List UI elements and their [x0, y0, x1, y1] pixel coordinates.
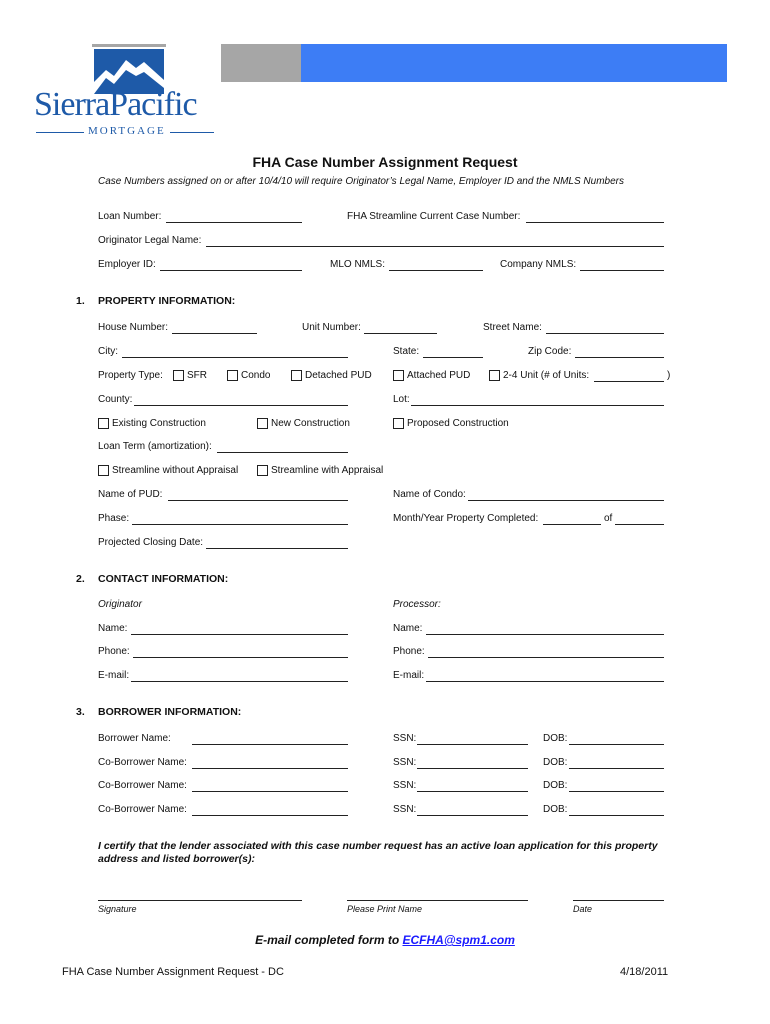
co-borrower-3-ssn-field[interactable]: [417, 804, 528, 816]
employer-id-field[interactable]: [160, 259, 302, 271]
section-1-number: 1.: [76, 295, 85, 307]
loan-number-field[interactable]: [166, 211, 302, 223]
processor-name-field[interactable]: [426, 623, 664, 635]
certification-text: I certify that the lender associated with this case number request has an active loan application for this property address and listed borrower(s):: [98, 840, 658, 865]
originator-legal-name-label: Originator Legal Name:: [98, 235, 202, 246]
unit-number-label: Unit Number:: [302, 322, 361, 333]
loan-term-field[interactable]: [217, 441, 348, 453]
processor-email-field[interactable]: [426, 670, 664, 682]
projected-closing-label: Projected Closing Date:: [98, 537, 204, 548]
condo-label: Condo: [241, 370, 271, 381]
processor-name-label: Name:: [393, 623, 423, 634]
name-of-pud-field[interactable]: [168, 489, 348, 501]
lot-label: Lot:: [393, 394, 410, 405]
borrower-ssn-label: SSN:: [393, 733, 417, 744]
email-prompt: [0, 933, 770, 947]
brand-line-left: [36, 132, 84, 133]
date-field[interactable]: [573, 889, 664, 901]
co-borrower-2-ssn-label: SSN:: [393, 780, 417, 791]
street-name-label: Street Name:: [483, 322, 542, 333]
mlo-nmls-label: MLO NMLS:: [330, 259, 386, 270]
processor-phone-label: Phone:: [393, 646, 425, 657]
sfr-label: SFR: [187, 370, 207, 381]
company-nmls-label: Company NMLS:: [500, 259, 577, 270]
county-field[interactable]: [134, 394, 348, 406]
existing-construction-label: Existing Construction: [112, 418, 206, 429]
header-blue-bar: [301, 44, 727, 82]
header-gray-bar: [221, 44, 301, 82]
co-borrower-2-ssn-field[interactable]: [417, 780, 528, 792]
of-label: of: [604, 513, 613, 524]
originator-name-label: Name:: [98, 623, 128, 634]
email-prompt-text: E-mail completed form to: [255, 933, 403, 947]
borrower-name-field[interactable]: [192, 733, 348, 745]
sfr-checkbox[interactable]: [173, 370, 184, 381]
projected-closing-field[interactable]: [206, 537, 348, 549]
brand-line-right: [170, 132, 214, 133]
page-subtitle: Case Numbers assigned on or after 10/4/10 will require Originator’s Legal Name, Employer ID and the NMLS Numbers: [98, 176, 624, 187]
co-borrower-1-dob-label: DOB:: [543, 757, 568, 768]
co-borrower-1-dob-field[interactable]: [569, 757, 664, 769]
county-label: County:: [98, 394, 133, 405]
attached-pud-checkbox[interactable]: [393, 370, 404, 381]
co-borrower-3-ssn-label: SSN:: [393, 804, 417, 815]
originator-phone-label: Phone:: [98, 646, 130, 657]
section-2-number: 2.: [76, 573, 85, 585]
existing-construction-checkbox[interactable]: [98, 418, 109, 429]
section-1-heading: PROPERTY INFORMATION:: [98, 295, 236, 307]
loan-term-label: Loan Term (amortization):: [98, 441, 212, 452]
month-field[interactable]: [543, 513, 601, 525]
company-nmls-field[interactable]: [580, 259, 664, 271]
co-borrower-1-field[interactable]: [192, 757, 348, 769]
borrower-name-label: Borrower Name:: [98, 733, 171, 744]
unit-number-field[interactable]: [364, 322, 437, 334]
co-borrower-2-dob-label: DOB:: [543, 780, 568, 791]
originator-email-label: E-mail:: [98, 670, 130, 681]
city-label: City:: [98, 346, 118, 357]
state-field[interactable]: [423, 346, 483, 358]
date-caption: Date: [573, 904, 593, 914]
employer-id-label: Employer ID:: [98, 259, 156, 270]
co-borrower-2-field[interactable]: [192, 780, 348, 792]
signature-field[interactable]: [98, 889, 302, 901]
co-borrower-1-ssn-label: SSN:: [393, 757, 417, 768]
detached-pud-label: Detached PUD: [305, 370, 372, 381]
detached-pud-checkbox[interactable]: [291, 370, 302, 381]
page-title: FHA Case Number Assignment Request: [252, 154, 518, 170]
streamline-with-appraisal-label: Streamline with Appraisal: [271, 465, 384, 476]
streamline-case-field[interactable]: [526, 211, 664, 223]
footer-left: FHA Case Number Assignment Request - DC: [62, 966, 284, 978]
name-of-pud-label: Name of PUD:: [98, 489, 163, 500]
name-of-condo-field[interactable]: [468, 489, 664, 501]
processor-email-label: E-mail:: [393, 670, 425, 681]
condo-checkbox[interactable]: [227, 370, 238, 381]
brand-name: SierraPacific: [34, 86, 197, 123]
originator-email-field[interactable]: [131, 670, 348, 682]
phase-field[interactable]: [132, 513, 348, 525]
zip-field[interactable]: [575, 346, 664, 358]
year-field[interactable]: [615, 513, 664, 525]
streamline-with-appraisal-checkbox[interactable]: [257, 465, 268, 476]
streamline-without-appraisal-label: Streamline without Appraisal: [112, 465, 239, 476]
city-field[interactable]: [122, 346, 348, 358]
proposed-construction-checkbox[interactable]: [393, 418, 404, 429]
month-year-completed-label: Month/Year Property Completed:: [393, 513, 539, 524]
unit-2-4-checkbox[interactable]: [489, 370, 500, 381]
signature-caption: Signature: [98, 904, 137, 914]
new-construction-label: New Construction: [271, 418, 350, 429]
co-borrower-3-dob-label: DOB:: [543, 804, 568, 815]
email-link[interactable]: ECFHA@spm1.com: [402, 933, 515, 947]
zip-label: Zip Code:: [528, 346, 572, 357]
co-borrower-3-dob-field[interactable]: [569, 804, 664, 816]
borrower-ssn-field[interactable]: [417, 733, 528, 745]
originator-legal-name-field[interactable]: [206, 235, 664, 247]
street-name-field[interactable]: [546, 322, 664, 334]
streamline-case-label: FHA Streamline Current Case Number:: [347, 211, 521, 222]
mlo-nmls-field[interactable]: [389, 259, 483, 271]
borrower-dob-label: DOB:: [543, 733, 568, 744]
lot-field[interactable]: [411, 394, 664, 406]
section-3-heading: BORROWER INFORMATION:: [98, 706, 242, 718]
number-of-units-field[interactable]: [594, 370, 664, 382]
loan-number-label: Loan Number:: [98, 211, 162, 222]
attached-pud-label: Attached PUD: [407, 370, 471, 381]
phase-label: Phase:: [98, 513, 130, 524]
new-construction-checkbox[interactable]: [257, 418, 268, 429]
property-type-label: Property Type:: [98, 370, 163, 381]
print-name-caption: Please Print Name: [347, 904, 423, 914]
name-of-condo-label: Name of Condo:: [393, 489, 466, 500]
processor-phone-field[interactable]: [428, 646, 664, 658]
footer-right: 4/18/2011: [620, 966, 669, 978]
co-borrower-2-label: Co-Borrower Name:: [98, 780, 187, 791]
house-number-field[interactable]: [172, 322, 257, 334]
borrower-dob-field[interactable]: [569, 733, 664, 745]
originator-heading: Originator: [98, 599, 142, 610]
originator-phone-field[interactable]: [133, 646, 348, 658]
co-borrower-1-label: Co-Borrower Name:: [98, 757, 187, 768]
originator-name-field[interactable]: [131, 623, 348, 635]
brand-sub: MORTGAGE: [88, 125, 166, 137]
unit-2-4-label: 2-4 Unit (# of Units:: [503, 370, 590, 381]
streamline-without-appraisal-checkbox[interactable]: [98, 465, 109, 476]
co-borrower-3-label: Co-Borrower Name:: [98, 804, 187, 815]
close-paren: ): [667, 370, 671, 381]
state-label: State:: [393, 346, 420, 357]
co-borrower-2-dob-field[interactable]: [569, 780, 664, 792]
house-number-label: House Number:: [98, 322, 169, 333]
section-2-heading: CONTACT INFORMATION:: [98, 573, 229, 585]
processor-heading: Processor:: [393, 599, 441, 610]
co-borrower-3-field[interactable]: [192, 804, 348, 816]
section-3-number: 3.: [76, 706, 85, 718]
print-name-field[interactable]: [347, 889, 528, 901]
proposed-construction-label: Proposed Construction: [407, 418, 509, 429]
co-borrower-1-ssn-field[interactable]: [417, 757, 528, 769]
